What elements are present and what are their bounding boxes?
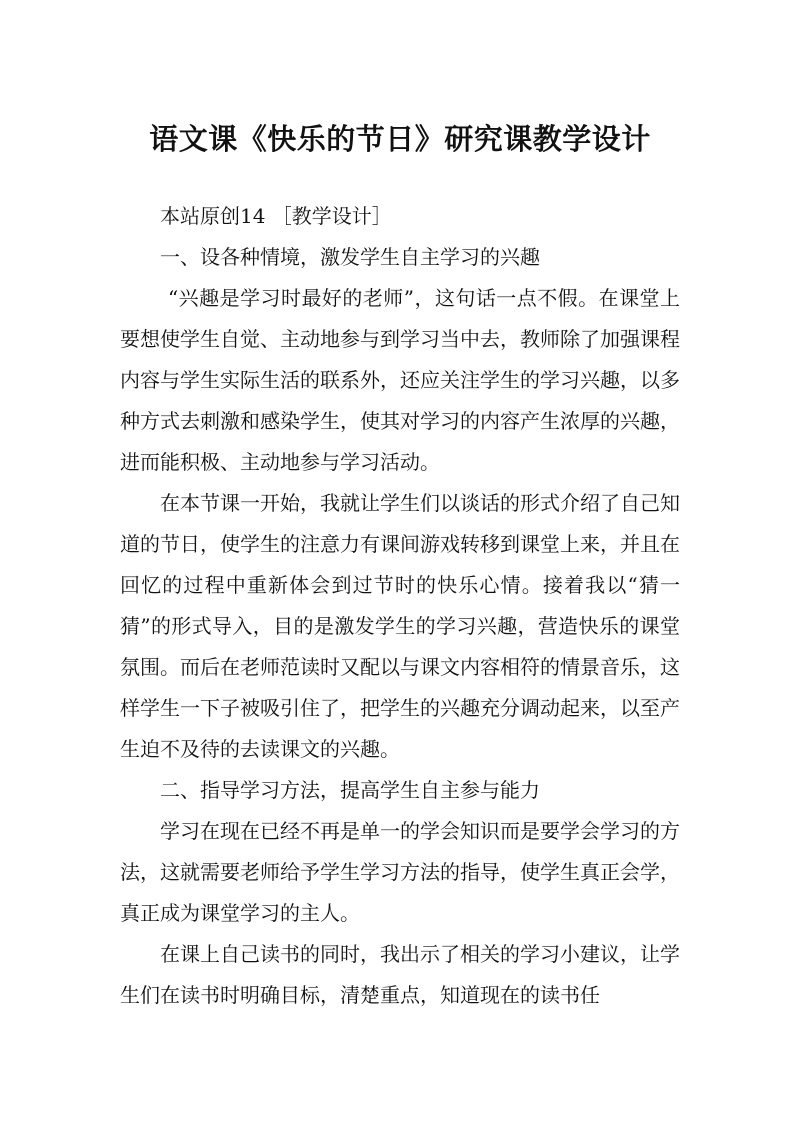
paragraph-reading-suggestions: 在课上自己读书的同时，我出示了相关的学习小建议，让学生们在读书时明确目标，清楚重点，知道现在的读书任 — [120, 942, 680, 1007]
section-heading-2: 二、指导学习方法，提高学生自主参与能力 — [160, 778, 540, 802]
document-body — [120, 196, 680, 1016]
section-heading-1: 一、设各种情境，激发学生自主学习的兴趣 — [160, 245, 540, 269]
paragraph-lesson-start: 在本节课一开始，我就让学生们以谈话的形式介绍了自己知道的节日，使学生的注意力有课间游戏转移到课堂上来，并且在回忆的过程中重新体会到过节时的快乐心情。接着我以“猜一猜”的形式导入，目的是激发学生的学习兴趣，营造快乐的课堂氛围。而后在老师范读时又配以与课文内容相符的情景音乐，这样学生一下子被吸引住了，把学生的兴趣充分调动起来，以至产生迫不及待的去读课文的兴趣。 — [120, 491, 680, 761]
document-title: 语文课《快乐的节日》研究课教学设计 — [149, 122, 651, 157]
source-line: 本站原创14 ［教学设计］ — [160, 204, 392, 228]
paragraph-learning-methods: 学习在现在已经不再是单一的学会知识而是要学会学习的方法，这就需要老师给予学生学习方法的指导，使学生真正会学，真正成为课堂学习的主人。 — [120, 819, 680, 925]
paragraph-interest: “兴趣是学习时最好的老师”，这句话一点不假。在课堂上要想使学生自觉、主动地参与到学习当中去，教师除了加强课程内容与学生实际生活的联系外，还应关注学生的学习兴趣，以多种方式去刺激和感染学生，使其对学习的内容产生浓厚的兴趣，进而能积极、主动地参与学习活动。 — [120, 286, 680, 474]
